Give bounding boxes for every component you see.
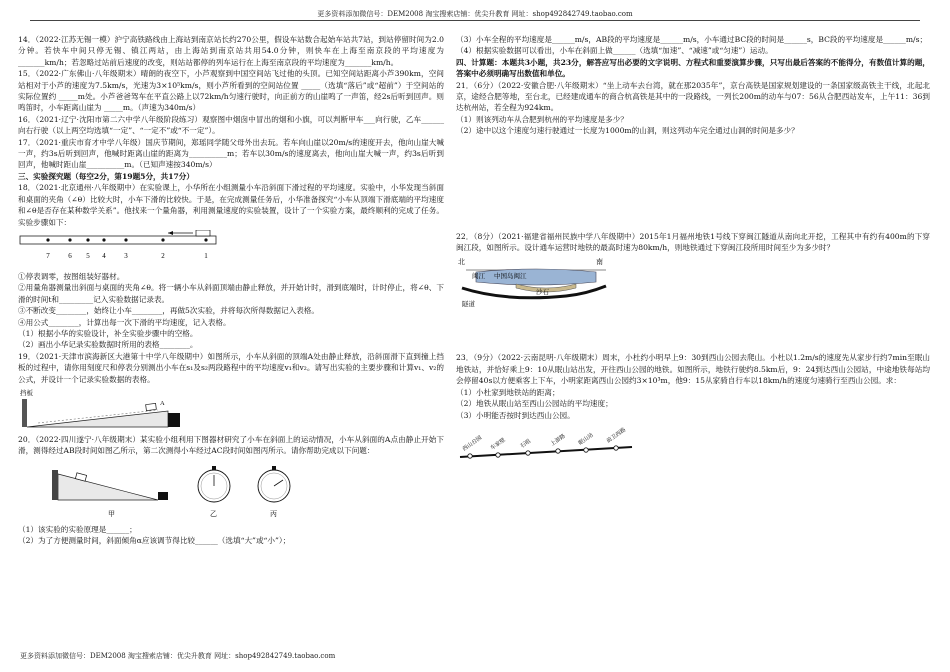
q20-sub-1: （1）该实验的实验原理是______； xyxy=(18,524,137,534)
section-3-title: 三、实验探究题（每空2分，第19题5分，共17分） xyxy=(18,171,194,181)
q23-station-label: 上游路 xyxy=(549,433,567,448)
q18-point-label: 1 xyxy=(204,251,208,260)
q20-label-yi: 乙 xyxy=(210,509,217,518)
left-column xyxy=(18,34,444,547)
page-header: 更多资料添加微信号：DEM2008 淘宝搜索店铺：优尖升教育 网址：shop492842749.taobao.com xyxy=(317,10,633,18)
question-16: 16．（2021·辽宁·沈阳市第二六中学八年级阶段练习）观察图中烟囱中冒出的烟和小旗，可以判断甲车___向行驶，乙车______向右行驶（以上两空均选填“一定”、“一定不”或“不一定”）。 xyxy=(18,114,444,136)
q22-bridge-label: 中国岛闽江 xyxy=(494,273,527,281)
q18-figure xyxy=(18,230,444,268)
q20-sub-3: （3）小车全程的平均速度是______m/s，AB段的平均速度是______m/s，小车通过BC段的时间是______s，BC段的平均速度是______m/s； xyxy=(456,35,928,44)
q19-slope xyxy=(27,411,168,427)
question-23: 23．（9分）（2022·云南昆明·八年级期末）周末，小杜约小明早上9：30到西山公园去爬山。小杜以1.2m/s的速度先从家步行约7min至眠山地铁站，并恰好乘上9：10从眠山站出发，开往西山公园的地铁。如图所示，地铁行驶约8.5km后，9：24到达西山公园站，中途地铁每站均会停留40s以方便乘客上下车，小明家距离西山公园约3×10³m，他9：15从家骑自行车以18km/h的速度匀速骑行至西山公园。求： xyxy=(456,353,930,386)
q18-sub-1: （1）根据小华的实验设计，补全实验步骤中的空格。 xyxy=(18,328,198,338)
q19-incline-diagram xyxy=(18,387,188,431)
q23-sub-3: （3）小明能否按时到达西山公园。 xyxy=(456,410,575,420)
q18-step-2: ②用量角器测量出斜面与桌面的夹角∠θ。将一辆小车从斜面顶端由静止释放，并开始计时，滑到底端时，计时停止，将∠θ、下滑的时间t和_________记入实验数据记录表。 xyxy=(18,283,444,304)
q18-point-label: 5 xyxy=(86,251,90,260)
q23-station-dot xyxy=(496,453,500,457)
q23-station-dot xyxy=(468,454,472,458)
q18-arrow-icon xyxy=(168,231,193,235)
q20-label-bing: 丙 xyxy=(270,509,277,518)
q23-station-dot xyxy=(584,448,588,452)
q18-sub-2: （2）画出小华记录实验数据时所用的表格________。 xyxy=(18,340,198,350)
question-18: 18．（2021·北京通州·八年级期中）在实验课上，小华所在小组测量小车沿斜面下滑过程的平均速度。实验中，小华发现当斜面和桌面的夹角（∠θ）比较大时，小车下滑的比较快。于是，在完成测量任务后，小华准备探究“小车从顶端下滑底端的平均速度和∠θ是否存在某种数学关系”。他找来一个量角器，利用测量速度的实验装置，设计了一个实验方案，最终顺利的完成了任务。实验步骤如下： xyxy=(18,183,444,227)
q22-tunnel-diagram xyxy=(456,256,616,308)
q23-station-label: 前卫西路 xyxy=(605,427,628,445)
header-divider xyxy=(30,20,920,21)
q19-block xyxy=(168,413,180,427)
q23-station-dot xyxy=(614,446,618,450)
q21-sub-1: （1）则该列动车从合肥到杭州的平均速度是多少？ xyxy=(456,114,628,124)
question-17: 17．（2021·重庆市育才中学八年级）国庆节期间，郑瑶同学随父母外出去玩。若车向山崖以20m/s的速度开去，他向山崖大喊一声，约3s后听到回声，他喊时距离山崖的距离为__________m；若车以30m/s的速度离去，他向山崖大喊一声，约3s后听到回声，他喊时距山崖__________m。（已知声速按340m/s） xyxy=(18,137,444,170)
question-15: 15．（2022·广东佛山·八年级期末）晴朗的夜空下，小芦观察到中国空间站飞过他的头顶。已知空间站距离小芦390km，空间站相对于小芦的速度为7.5km/s，光速为3×10⁵km/s，则小芦所看到的空间站位置 _____（选填“落后”或“超前”）于空间站的实际位置约 _____m处。小芦爸爸驾车在平直公路上以72km/h匀速行驶时，向正前方的山崖鸣了一声笛，经2s后听到回声。则鸣笛时，小车距离山崖为 _____m。（声速为340m/s） xyxy=(18,69,444,113)
q18-dot xyxy=(86,238,89,241)
q23-metro-line-diagram xyxy=(456,423,636,467)
q20-label-jia: 甲 xyxy=(108,509,115,518)
q19-point-label: A xyxy=(160,399,165,407)
q22-river-label: 闽江 xyxy=(472,273,485,281)
q22-tunnel-label: 隧道 xyxy=(462,301,475,309)
stopwatch-icon xyxy=(258,466,290,502)
question-22: 22．（8分）（2021·福建省福州民族中学八年级期中）2015年1月福州地铁1号线下穿闽江隧道从南向北开挖，工程其中有约有400m的下穿闽江段，如图所示。设计通车运营时地铁的最高时速为80km/h，则地铁通过下穿闽江段所用时间至少为多少时？ xyxy=(456,231,930,253)
q19-baffle xyxy=(22,399,27,427)
q19-figure xyxy=(18,387,444,431)
q23-station-label: 车家壁 xyxy=(489,437,507,452)
q22-sand-label: 沙石 xyxy=(536,289,549,297)
q18-dot xyxy=(68,238,71,241)
q18-dot xyxy=(46,238,49,241)
q18-dot xyxy=(124,238,127,241)
q20-support xyxy=(52,470,58,500)
q19-baffle-label: 挡板 xyxy=(20,389,33,397)
q23-station-dot xyxy=(526,451,530,455)
q23-sub-1: （1）小杜家到地铁站的距离； xyxy=(456,387,560,397)
q23-station-label: 眠山站 xyxy=(577,432,595,447)
q23-station-dot xyxy=(556,449,560,453)
question-21: 21．（6分）（2022·安徽合肥·八年级期末）“坐上动车去台湾，就在那2035年”，京台高铁是国家规划建设的一条国家级高铁主干线，北起北京，途经合肥等地，至台北，已经建成通车的商合杭高铁是其中的一段路线，一列长200m的动车与07：56从合肥西站发车，上午11：36到达杭州站，若全程为924km。 xyxy=(456,80,930,113)
q18-step-4: ④用公式________，计算出每一次下滑的平均速度，记入表格。 xyxy=(18,317,231,327)
right-column xyxy=(456,34,930,467)
q18-dot xyxy=(204,238,207,241)
question-14: 14．（2022·江苏无锡一模）沪宁高铁路线由上海站到南京站长约270公里，假设车站数合起始车站共7站，到站停留时间为2.0分钟。若快车中间只停无锡、镇江两站，由上海站到南京站共用54.0分钟，则快车在上海至南京段的平均速度为_______km/h；若忽略过站前后速度的改变，则站站都停的列车运行在上海至南京段的平均速度为_______km/h。 xyxy=(18,35,444,67)
q18-track-diagram xyxy=(18,230,218,266)
q18-point-label: 6 xyxy=(68,251,72,260)
page-footer: 更多资料添加微信号：DEM2008 淘宝搜索店铺：优尖升教育 网址：shop492842749.taobao.com xyxy=(20,652,336,660)
q22-figure xyxy=(456,256,930,308)
q20-sub-4: （4）根据实验数据可以看出，小车在斜面上做______（选填“加速”、“减速”或“匀速”）运动。 xyxy=(456,46,773,56)
q21-sub-2: （2）途中以这个速度匀速行驶通过一长度为1000m的山洞，则这列动车完全通过山洞的时间是多少？ xyxy=(456,126,799,136)
question-19: 19．（2021·天津市滨海新区大港第十中学八年级期中）如图所示，小车从斜面的顶端A处由静止释放，沿斜面滑下直到撞上挡板的过程中，请你用刻度尺和停表分别测出小车在s₁及s₂两段路程中的平均速度v₁和v₂。请写出实验的主要步骤和计算v₁、v₂的公式，并设计一个记录实验数据的表格。 xyxy=(18,351,444,384)
q18-point-label: 7 xyxy=(46,251,50,260)
q18-dot xyxy=(102,238,105,241)
q20-slope xyxy=(58,474,158,500)
q18-point-label: 3 xyxy=(124,251,128,260)
q23-station-label: 石咀 xyxy=(519,438,533,450)
question-20: 20．（2022·四川遂宁·八年级期末）某实验小组利用下图器材研究了小车在斜面上的运动情况，小车从斜面的A点由静止开始下滑，测得经过AB段时间如图乙所示，第二次测得小车经过AC段时间如图丙所示。请你帮助完成以下问题： xyxy=(18,434,444,456)
q21-answer-space xyxy=(456,137,930,231)
q23-sub-2: （2）地铁从眠山站至西山公园站的平均速度； xyxy=(456,399,613,409)
q20-stop-block xyxy=(158,492,168,500)
q18-cart-icon xyxy=(196,230,210,236)
stopwatch-icon xyxy=(198,466,230,502)
q20-diagram xyxy=(18,460,308,520)
q22-answer-space xyxy=(456,308,930,352)
q18-step-1: ①停表调零，按图组装好器材。 xyxy=(18,271,125,281)
q23-station-label: 西山公园 xyxy=(461,435,484,453)
q20-figure xyxy=(18,460,444,522)
q23-metro-line xyxy=(460,447,632,457)
q22-south-label: 南 xyxy=(596,258,603,267)
q23-figure xyxy=(456,423,930,467)
section-4-title: 四、计算题：本题共3小题，共23分，解答应写出必要的文字说明、方程式和重要演算步骤，只写出最后答案的不能得分，有数值计算的题，答案中必须明确写出数值和单位。 xyxy=(456,57,930,79)
q19-cart-icon xyxy=(146,403,157,410)
q22-north-label: 北 xyxy=(458,258,465,267)
q18-dot xyxy=(161,238,164,241)
q18-point-label: 2 xyxy=(161,251,165,260)
q20-sub-2: （2）为了方便测量时间，斜面倾角α应该调节得比较______（选填“大”或“小”）； xyxy=(18,536,291,546)
q18-step-3: ③不断改变________，始终让小车________，再做5次实验，并将每次所得数据记入表格。 xyxy=(18,306,319,316)
q18-point-label: 4 xyxy=(102,251,106,260)
